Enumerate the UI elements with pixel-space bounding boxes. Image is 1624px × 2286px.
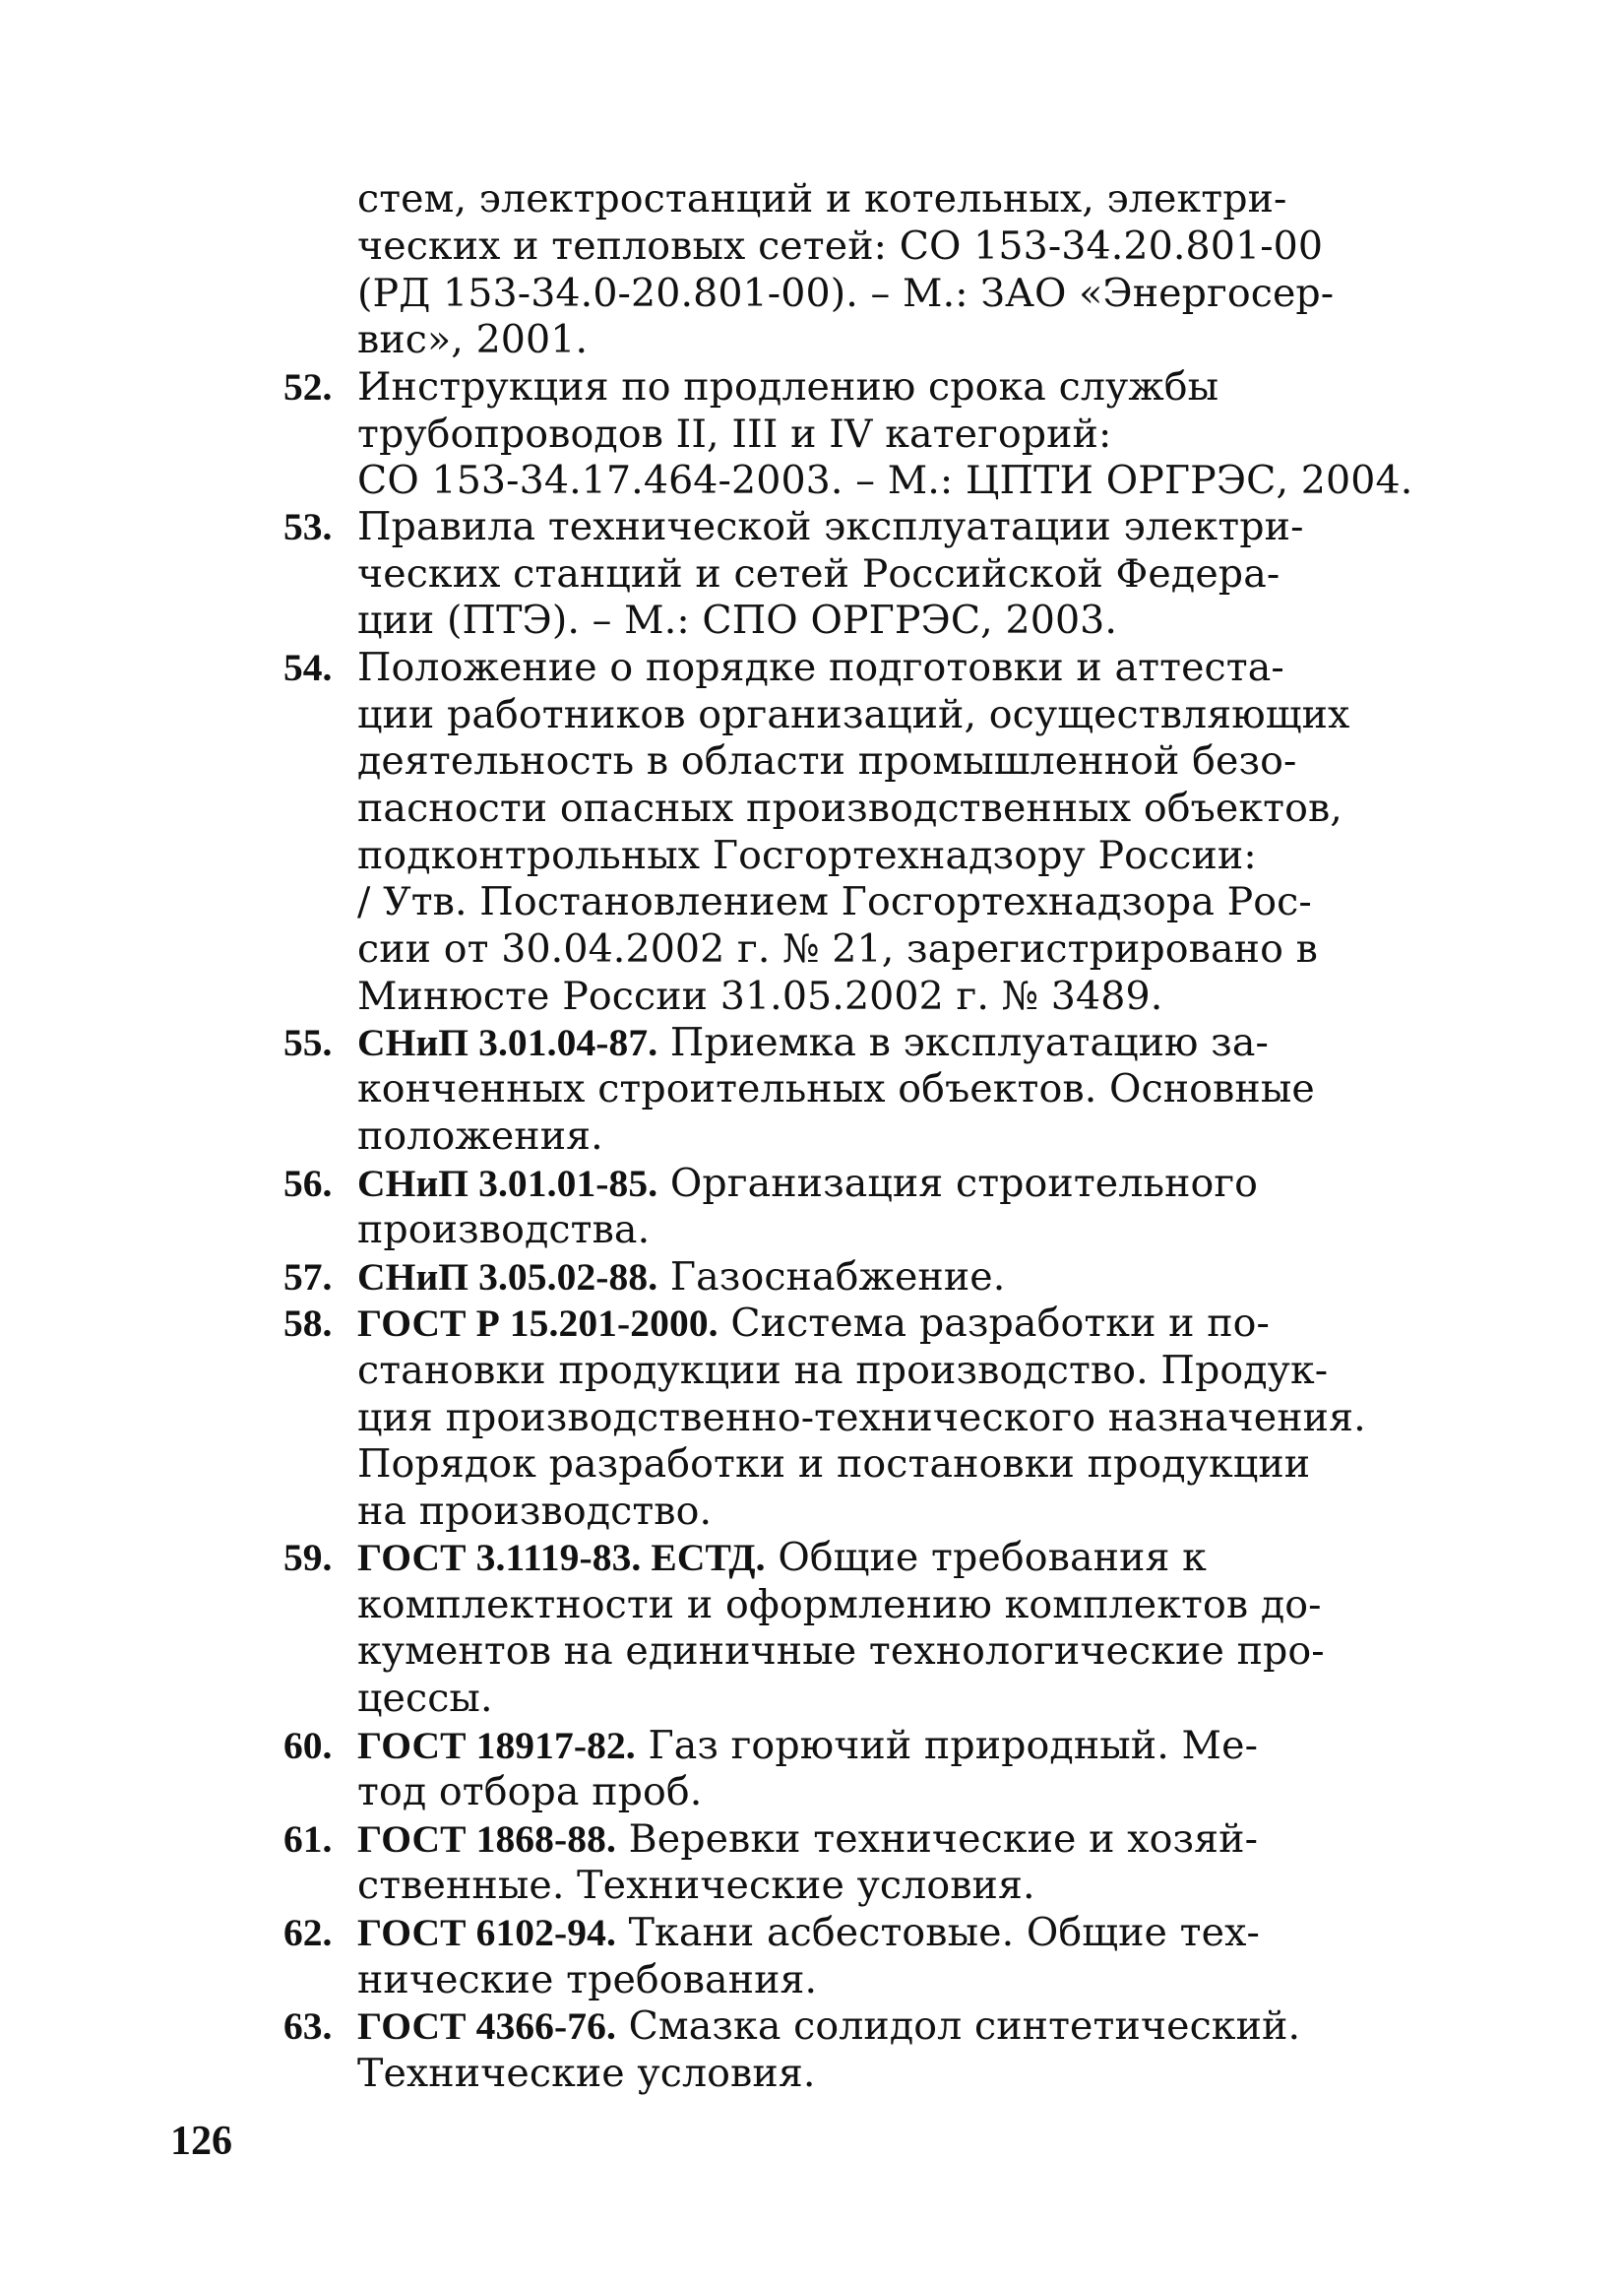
reference-number: 56.: [283, 1162, 333, 1205]
text-line: ГОСТ 4366-76. Смазка солидол синтетический.: [357, 2003, 1301, 2049]
text-line: конченных строительных объектов. Основные: [357, 1066, 1315, 1111]
reference-number: 53.: [283, 505, 333, 548]
text-line: СНиП 3.05.02-88. Газоснабжение.: [357, 1254, 1006, 1300]
reference-number: 58.: [283, 1302, 333, 1345]
text-line: тод отбора проб.: [357, 1769, 703, 1814]
reference-number: 57.: [283, 1255, 333, 1299]
text-line: ции (ПТЭ). – М.: СПО ОРГРЭС, 2003.: [357, 598, 1118, 643]
text-line: Инструкция по продлению срока службы: [357, 364, 1219, 410]
text-line: подконтрольных Госгортехнадзору России:: [357, 833, 1257, 878]
text-line: ГОСТ Р 15.201-2000. Система разработки и по-: [357, 1301, 1270, 1346]
page-number: 126: [170, 2119, 232, 2164]
text-line: комплектности и оформлению комплектов до-: [357, 1582, 1322, 1627]
text-line: Положение о порядке подготовки и аттеста-: [357, 645, 1284, 690]
text-line: ственные. Технические условия.: [357, 1863, 1035, 1908]
text-line: производства.: [357, 1207, 651, 1252]
text-line: нические требования.: [357, 1957, 818, 2002]
text-line: положения.: [357, 1113, 603, 1159]
reference-number: 60.: [283, 1724, 333, 1767]
text-line: СО 153-34.17.464-2003. – М.: ЦПТИ ОРГРЭС, 2004.: [357, 458, 1413, 503]
text-line: ГОСТ 6102-94. Ткани асбестовые. Общие тех-: [357, 1910, 1260, 1955]
reference-number: 54.: [283, 646, 333, 689]
reference-number: 62.: [283, 1911, 333, 1954]
reference-number: 55.: [283, 1021, 333, 1064]
text-line: Минюсте России 31.05.2002 г. № 3489.: [357, 974, 1163, 1019]
reference-code: ГОСТ 1868-88.: [357, 1817, 616, 1861]
reference-number: 61.: [283, 1817, 333, 1861]
text-line: Порядок разработки и постановки продукции: [357, 1441, 1311, 1487]
text-line: Правила технической эксплуатации электри-: [357, 504, 1304, 549]
reference-number: 59.: [283, 1536, 333, 1579]
text-line: сии от 30.04.2002 г. № 21, зарегистрировано в: [357, 926, 1318, 972]
text-line: СНиП 3.01.01-85. Организация строительного: [357, 1161, 1259, 1206]
text-line: стем, электростанций и котельных, электри-: [357, 176, 1287, 222]
reference-code: ГОСТ 6102-94.: [357, 1911, 616, 1954]
reference-code: ГОСТ Р 15.201-2000.: [357, 1302, 718, 1345]
text-line: Технические условия.: [357, 2051, 816, 2096]
reference-code: СНиП 3.01.01-85.: [357, 1162, 658, 1205]
text-line: ГОСТ 1868-88. Веревки технические и хозяй-: [357, 1816, 1259, 1862]
text-line: ческих станций и сетей Российской Федера-: [357, 551, 1280, 597]
text-line: вис», 2001.: [357, 317, 589, 362]
text-line: / Утв. Постановлением Госгортехнадзора Рос-: [357, 879, 1312, 924]
text-line: цессы.: [357, 1676, 493, 1721]
text-line: ГОСТ 3.1119-83. ЕСТД. Общие требования к: [357, 1535, 1207, 1580]
text-line: трубопроводов II, III и IV категорий:: [357, 412, 1112, 457]
reference-code: СНиП 3.05.02-88.: [357, 1255, 658, 1299]
text-line: пасности опасных производственных объектов,: [357, 786, 1343, 831]
text-line: (РД 153-34.0-20.801-00). – М.: ЗАО «Энергосер-: [357, 271, 1335, 316]
text-line: становки продукции на производство. Продук-: [357, 1348, 1329, 1393]
text-line: СНиП 3.01.04-87. Приемка в эксплуатацию за-: [357, 1020, 1269, 1065]
reference-code: ГОСТ 4366-76.: [357, 2004, 616, 2048]
reference-code: СНиП 3.01.04-87.: [357, 1021, 658, 1064]
text-line: ческих и тепловых сетей: СО 153-34.20.801-00: [357, 223, 1324, 269]
reference-number: 63.: [283, 2004, 333, 2048]
text-line: ция производственно-технического назначения.: [357, 1395, 1366, 1440]
text-line: ГОСТ 18917-82. Газ горючий природный. Ме-: [357, 1723, 1259, 1768]
reference-code: ГОСТ 3.1119-83. ЕСТД.: [357, 1536, 766, 1579]
reference-code: ГОСТ 18917-82.: [357, 1724, 636, 1767]
reference-number: 52.: [283, 365, 333, 409]
text-line: деятельность в области промышленной безо-: [357, 738, 1297, 784]
text-line: на производство.: [357, 1489, 713, 1534]
text-line: ции работников организаций, осуществляющих: [357, 692, 1350, 737]
text-line: кументов на единичные технологические про-: [357, 1628, 1325, 1674]
